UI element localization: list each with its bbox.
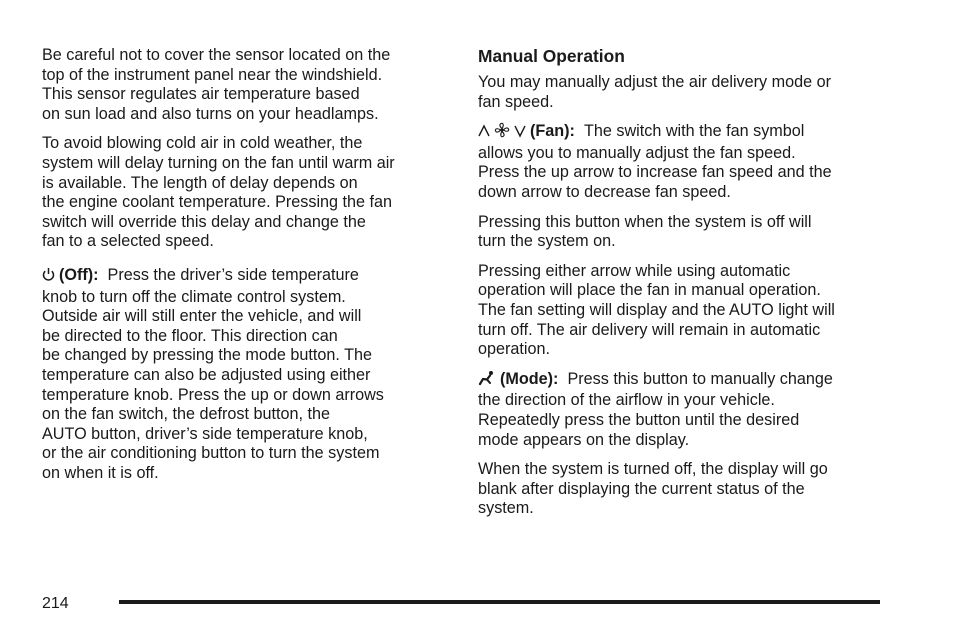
paragraph-off xyxy=(42,266,442,484)
text-line: be directed to the floor. This direction can xyxy=(42,326,338,345)
text-line: the engine coolant temperature. Pressing the fan xyxy=(42,193,393,212)
text-line: Press the up arrow to increase fan speed and the xyxy=(478,163,832,182)
text-line: Repeatedly press the button until the desired xyxy=(478,410,800,429)
text-line: fan to a selected speed. xyxy=(42,232,214,251)
text-line xyxy=(42,266,442,288)
paragraph-fan xyxy=(478,122,888,202)
text-line: or the air conditioning button to turn the system xyxy=(42,444,380,463)
text-line: turn the system on. xyxy=(478,232,616,251)
text-line xyxy=(478,122,888,144)
paragraph-sensor xyxy=(42,46,442,124)
text-line: on sun load and also turns on your headlamps. xyxy=(42,104,379,123)
fan-icon xyxy=(494,122,510,144)
text-line: switch will override this delay and change the xyxy=(42,212,366,231)
text-line: You may manually adjust the air delivery mode or xyxy=(478,73,832,91)
off-first-line: Press the driver’s side temperature xyxy=(107,265,359,284)
text-line: system. xyxy=(478,499,534,518)
text-line: knob to turn off the climate control system. xyxy=(42,287,346,306)
text-line xyxy=(478,370,888,392)
text-line: Outside air will still enter the vehicle, and will xyxy=(42,307,362,326)
paragraph-mode xyxy=(478,370,888,450)
footer-divider xyxy=(119,600,880,604)
chevron-up-icon xyxy=(478,124,490,144)
power-icon xyxy=(42,267,55,288)
text-line: Pressing either arrow while using automatic xyxy=(478,261,791,280)
text-line: operation. xyxy=(478,340,550,359)
fan-first-line: The switch with the fan symbol xyxy=(583,122,805,141)
text-line: operation will place the fan in manual operation. xyxy=(478,281,821,300)
right-column xyxy=(478,46,888,529)
text-line: The fan setting will display and the AUTO light will xyxy=(478,300,835,319)
text-line: AUTO button, driver’s side temperature knob, xyxy=(42,424,368,443)
page-number: 214 xyxy=(42,595,69,612)
text-line: is available. The length of delay depends on xyxy=(42,173,358,192)
text-line: fan speed. xyxy=(478,92,554,111)
text-line: When the system is turned off, the display will go xyxy=(478,460,828,479)
text-line: top of the instrument panel near the windshield. xyxy=(42,65,383,84)
text-line: This sensor regulates air temperature based xyxy=(42,85,360,104)
text-line: Be careful not to cover the sensor located on the xyxy=(42,46,391,64)
text-line: To avoid blowing cold air in cold weather, the xyxy=(42,134,363,153)
text-line: turn off. The air delivery will remain in automatic xyxy=(478,320,821,339)
text-line: Pressing this button when the system is off will xyxy=(478,212,812,231)
text-line: down arrow to decrease fan speed. xyxy=(478,182,731,201)
airflow-mode-icon xyxy=(478,370,496,392)
paragraph-display-blank xyxy=(478,460,888,519)
paragraph-intro xyxy=(478,73,888,112)
text-line: on the fan switch, the defrost button, the xyxy=(42,405,330,424)
section-heading: Manual Operation xyxy=(478,46,625,66)
mode-label: (Mode): xyxy=(500,369,559,388)
paragraph-manual xyxy=(478,262,888,360)
text-line: temperature can also be adjusted using either xyxy=(42,365,371,384)
left-column xyxy=(42,46,442,493)
paragraph-delay xyxy=(42,134,442,252)
mode-first-line: Press this button to manually change xyxy=(567,369,833,388)
text-line: the direction of the airflow in your vehicle. xyxy=(478,391,775,410)
paragraph-system-on xyxy=(478,213,888,252)
off-label: (Off): xyxy=(59,265,99,284)
text-line: blank after displaying the current status of the xyxy=(478,479,805,498)
text-line: be changed by pressing the mode button. The xyxy=(42,346,372,365)
text-line: on when it is off. xyxy=(42,463,159,482)
text-line: allows you to manually adjust the fan speed. xyxy=(478,143,796,162)
text-line: mode appears on the display. xyxy=(478,430,690,449)
text-line: system will delay turning on the fan until warm air xyxy=(42,153,395,172)
fan-label: (Fan): xyxy=(530,122,575,141)
text-line: temperature knob. Press the up or down arrows xyxy=(42,385,384,404)
chevron-down-icon xyxy=(514,124,526,144)
